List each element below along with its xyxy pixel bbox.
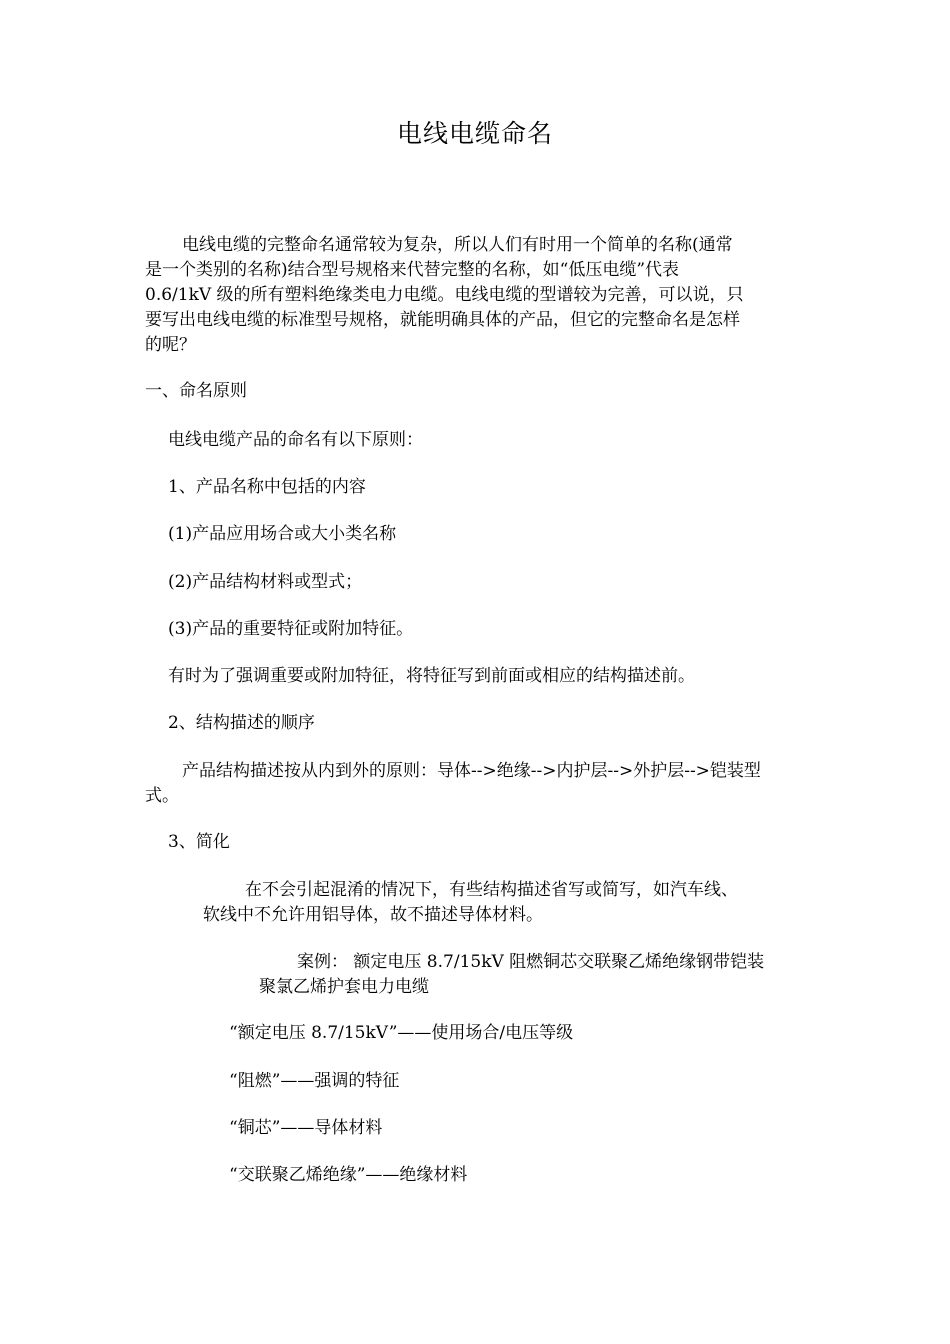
item-heading: 1、产品名称中包括的内容: [168, 477, 366, 497]
intro-paragraph: [145, 233, 825, 358]
case-item: “交联聚乙烯绝缘”——绝缘材料: [229, 1165, 468, 1185]
paragraph-line: 软线中不允许用铝导体，故不描述导体材料。: [203, 905, 543, 925]
case-paragraph: [259, 950, 819, 1000]
case-item: “额定电压 8.7/15kV”——使用场合/电压等级: [229, 1023, 574, 1043]
section-heading: 一、命名原则: [145, 381, 247, 401]
paragraph-line: 在不会引起混淆的情况下，有些结构描述省写或简写，如汽车线、: [245, 880, 738, 900]
paragraph-line: 式。: [145, 786, 179, 806]
item-subitem: (2)产品结构材料或型式；: [168, 572, 363, 592]
intro-line: 是一个类别的名称)结合型号规格来代替完整的名称，如“低压电缆”代表: [145, 260, 680, 280]
item2-paragraph: [145, 759, 825, 809]
page-title: 电线电缆命名: [396, 119, 553, 148]
intro-line: 0.6/1kV 级的所有塑料绝缘类电力电缆。电线电缆的型谱较为完善，可以说，只: [145, 285, 744, 305]
item-subitem: (1)产品应用场合或大小类名称: [168, 524, 397, 544]
paragraph-line: 案例： 额定电压 8.7/15kV 阻燃铜芯交联聚乙烯绝缘钢带铠装: [297, 952, 765, 972]
case-item: “阻燃”——强调的特征: [229, 1071, 400, 1091]
intro-line: 要写出电线电缆的标准型号规格，就能明确具体的产品，但它的完整命名是怎样: [145, 310, 740, 330]
item-heading: 3、简化: [168, 832, 230, 852]
item-subitem: (3)产品的重要特征或附加特征。: [168, 619, 414, 639]
intro-line: 电线电缆的完整命名通常较为复杂，所以人们有时用一个简单的名称(通常: [182, 235, 733, 255]
principles-intro: 电线电缆产品的命名有以下原则：: [168, 430, 423, 450]
item-note: 有时为了强调重要或附加特征，将特征写到前面或相应的结构描述前。: [168, 666, 695, 686]
paragraph-line: 产品结构描述按从内到外的原则：导体-->绝缘-->内护层-->外护层-->铠装型: [182, 761, 761, 781]
item-heading: 2、结构描述的顺序: [168, 713, 315, 733]
case-item: “铜芯”——导体材料: [229, 1118, 383, 1138]
item3-paragraph: [203, 878, 823, 928]
intro-line: 的呢？: [145, 335, 196, 355]
paragraph-line: 聚氯乙烯护套电力电缆: [259, 977, 429, 997]
